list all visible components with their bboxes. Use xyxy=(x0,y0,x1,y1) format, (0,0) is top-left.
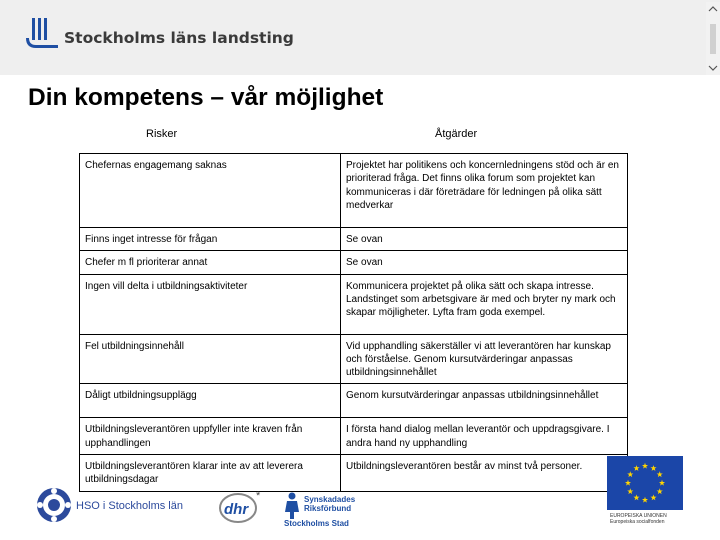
action-cell: Utbildningsleverantören består av minst två personer. xyxy=(341,455,628,492)
table-row xyxy=(80,154,628,228)
risk-cell: Fel utbildningsinnehåll xyxy=(80,334,341,384)
hso-logo xyxy=(37,488,183,522)
partner-logos xyxy=(36,486,366,532)
action-cell: I första hand dialog mellan leverantör och uppdragsgivare. I andra hand ny upphandling xyxy=(341,418,628,455)
sll-logo xyxy=(24,18,294,50)
risk-cell: Chefernas engagemang saknas xyxy=(80,154,341,228)
srf-logo-line3: Stockholms Stad xyxy=(284,519,349,528)
table-row xyxy=(80,418,628,455)
scrollbar[interactable] xyxy=(706,2,720,75)
hso-logo-text: HSO i Stockholms län xyxy=(76,500,183,512)
org-name: Stockholms läns landsting xyxy=(64,29,294,47)
dhr-logo xyxy=(220,490,261,522)
srf-logo xyxy=(284,493,356,529)
eu-caption-line1: EUROPEISKA UNIONEN xyxy=(610,513,667,519)
risk-cell: Finns inget intresse för frågan xyxy=(80,228,341,251)
action-cell: Se ovan xyxy=(341,251,628,274)
srf-logo-line1: Synskadades xyxy=(304,495,356,504)
action-cell: Vid upphandling säkerställer vi att leverantören har kunskap och förståelse. Genom kursutvärderingar anpassas utbildningsinnehållet xyxy=(341,334,628,384)
risk-cell: Ingen vill delta i utbildningsaktiviteter xyxy=(80,274,341,334)
action-cell: Genom kursutvärderingar anpassas utbildningsinnehållet xyxy=(341,384,628,418)
table-row xyxy=(80,334,628,384)
action-cell: Se ovan xyxy=(341,228,628,251)
action-cell: Kommunicera projektet på olika sätt och skapa intresse. Landstinget som arbetsgivare är med och bryter ny mark och skapar möjligheter. Lyfta fram goda exempel. xyxy=(341,274,628,334)
page-title: Din kompetens – vår möjlighet xyxy=(28,84,384,111)
table-row xyxy=(80,274,628,334)
svg-text:*: * xyxy=(256,490,261,502)
action-column-header: Åtgärder xyxy=(435,128,478,140)
risk-action-table xyxy=(79,153,628,492)
srf-logo-line2: Riksförbund xyxy=(304,504,352,513)
risk-cell: Chefer m fl prioriterar annat xyxy=(80,251,341,274)
risk-column-header: Risker xyxy=(146,128,178,140)
risk-cell: Utbildningsleverantören uppfyller inte kraven från upphandlingen xyxy=(80,418,341,455)
table-row xyxy=(80,228,628,251)
sll-logo-icon xyxy=(24,18,60,50)
eu-flag-logo xyxy=(607,456,683,524)
table-row xyxy=(80,251,628,274)
risk-cell: Dåligt utbildningsupplägg xyxy=(80,384,341,418)
action-cell: Projektet har politikens och koncernledningens stöd och är en prioriterad fråga. Det finns olika forum som projektet kan kommuniceras i där företrädare för ledningen på olika sätt medverkar xyxy=(341,154,628,228)
table-row xyxy=(80,384,628,418)
risk-cell: Utbildningsleverantören klarar inte av att leverera utbildningsdagar xyxy=(80,455,341,492)
dhr-logo-text: dhr xyxy=(224,501,249,518)
eu-caption-line2: Europeiska socialfonden xyxy=(610,519,665,524)
